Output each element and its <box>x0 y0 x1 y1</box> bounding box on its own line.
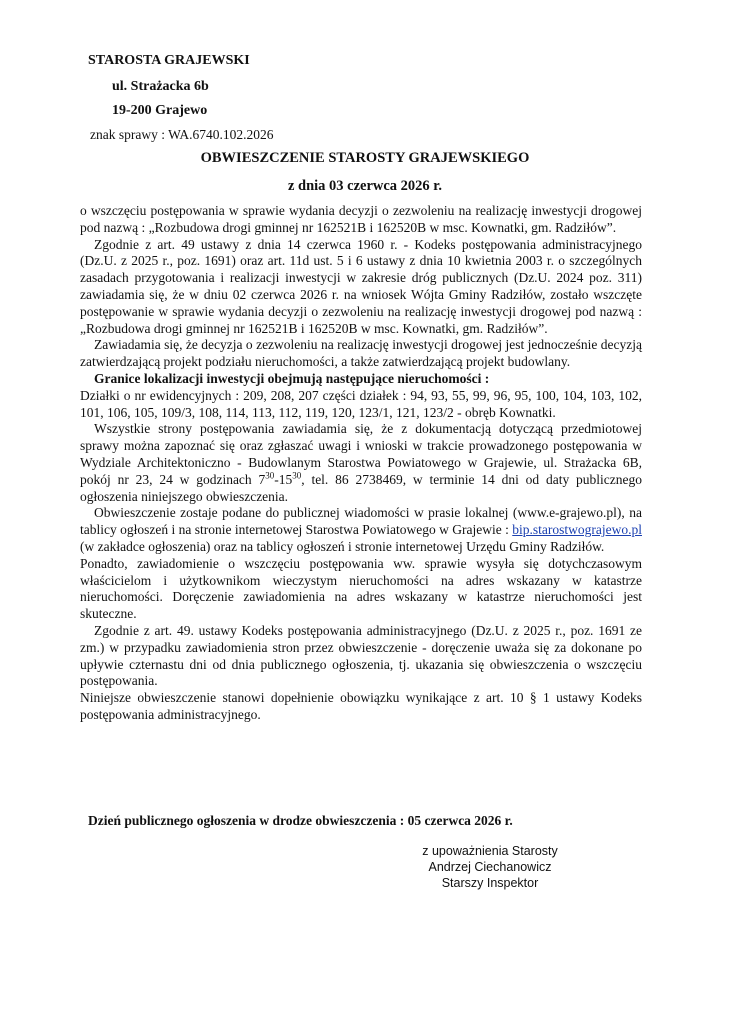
delivery-paragraph: Zgodnie z art. 49. ustawy Kodeks postępowania administracyjnego (Dz.U. z 2025 r., poz. 1691 ze zm.) w przypadku zawiadomienia stron przez obwieszczenie - doręczenie uważa się za dokonane po upływie czternastu dni od dnia publicznego ogłoszenia, tj. ukazania się obwieszczenia o wszczęciu postępowania. <box>80 622 642 689</box>
document-title: OBWIESZCZENIE STAROSTY GRAJEWSKIEGO <box>200 150 530 166</box>
intro-paragraph: o wszczęciu postępowania w sprawie wydania decyzji o zezwoleniu na realizację inwestycji drogowej pod nazwą : „Rozbudowa drogi gminnej nr 162521B i 162520B w msc. Kownatki, gm. Radziłów”. <box>80 203 642 235</box>
signature-authority: z upoważnienia Starosty <box>422 844 558 858</box>
signature-title: Starszy Inspektor <box>441 876 539 890</box>
inspection-text-end: , tel. 86 2738469, w terminie 14 dni od daty publicznego ogłoszenia niniejszego obwieszczenia. <box>80 471 642 504</box>
publication-date: Dzień publicznego ogłoszenia w drodze obwieszczenia : 05 czerwca 2026 r. <box>88 813 513 828</box>
document-date: z dnia 03 czerwca 2026 r. <box>287 178 443 194</box>
parcels-paragraph: Działki o nr ewidencyjnych : 209, 208, 207 części działek : 94, 93, 55, 99, 96, 95, 100, 104, 103, 102, 101, 106, 105, 109/3, 108, 114, 113, 112, 119, 120, 123/1, 121, 123/2 - obręb Kownatki. <box>80 387 642 420</box>
office-city: 19-200 Grajewo <box>112 103 208 118</box>
office-street: ul. Strażacka 6b <box>112 79 209 94</box>
legal-basis-paragraph: Zgodnie z art. 49 ustawy z dnia 14 czerwca 1960 r. - Kodeks postępowania administracyjnego (Dz.U. z 2025 r., poz. 1691) oraz art. 11d ust. 5 i 6 ustawy z dnia 10 kwietnia 2003 r. o szczególnych zasadach przygotowania i realizacji inwestycji w zakresie dróg publicznych (Dz.U. 2024 poz. 311) zawiadamia się, że w dniu 02 czerwca 2026 r. na wniosek Wójta Gminy Radziłów, zostało wszczęte postępowanie w sprawie wydania decyzji o zezwoleniu na realizację inwestycji drogowej pod nazwą : „Rozbudowa drogi gminnej nr 162521B i 162520B w msc. Kownatki, gm. Radziłów”. <box>80 236 642 336</box>
inspection-paragraph <box>80 421 642 505</box>
decision-effect-paragraph: Zawiadamia się, że decyzja o zezwoleniu na realizację inwestycji drogowej jest jednocześnie decyzją zatwierdzającą projekt podziału nieruchomości, a także zatwierdzającą projekt budowlany. <box>80 337 642 370</box>
hour-start-minutes: 30 <box>265 470 275 481</box>
publication-text: Obwieszczenie zostaje podane do publicznej wiadomości w prasie lokalnej (www.e-grajewo.pl), na tablicy ogłoszeń i na stronie internetowej Starostwa Powiatowego w Grajewie : <box>80 505 642 538</box>
hour-end-minutes: 30 <box>292 470 302 481</box>
case-reference: znak sprawy : WA.6740.102.2026 <box>90 127 274 142</box>
office-name: STAROSTA GRAJEWSKI <box>88 53 250 68</box>
publication-paragraph <box>80 505 642 555</box>
document-body <box>80 203 642 724</box>
notification-paragraph: Ponadto, zawiadomienie o wszczęciu postępowania ww. sprawie wysyła się dotychczasowym właścicielom i użytkownikom wieczystym nieruchomości na adres wskazany w katastrze nieruchomości. Doręczenie zawiadomienia na adres wskazany w katastrze nieruchomości jest skuteczne. <box>80 555 642 622</box>
signature-name: Andrzej Ciechanowicz <box>428 860 552 874</box>
signature-block <box>400 843 580 891</box>
inspection-text: Wszystkie strony postępowania zawiadamia się, że z dokumentacją dotyczącą przedmiotowej sprawy można zapoznać się oraz zgłaszać uwagi i wnioski w trakcie prowadzonego postępowania w Wydziale Architektoniczno - Budowlanym Starostwa Powiatowego w Grajewie, ul. Strażacka 6B, pokój nr 23, 24 w godzinach 7 <box>80 421 642 487</box>
bip-link[interactable]: bip.starostwograjewo.pl <box>512 522 642 538</box>
boundaries-heading: Granice lokalizacji inwestycji obejmują następujące nieruchomości : <box>94 370 490 386</box>
publication-text-end: (w zakładce ogłoszenia) oraz na tablicy ogłoszeń i stronie internetowej Urzędu Gminy Radziłów. <box>80 538 605 554</box>
hour-end: -15 <box>274 471 293 487</box>
obligation-paragraph: Niniejsze obwieszczenie stanowi dopełnienie obowiązku wynikające z art. 10 § 1 ustawy Kodeks postępowania administracyjnego. <box>80 690 642 722</box>
